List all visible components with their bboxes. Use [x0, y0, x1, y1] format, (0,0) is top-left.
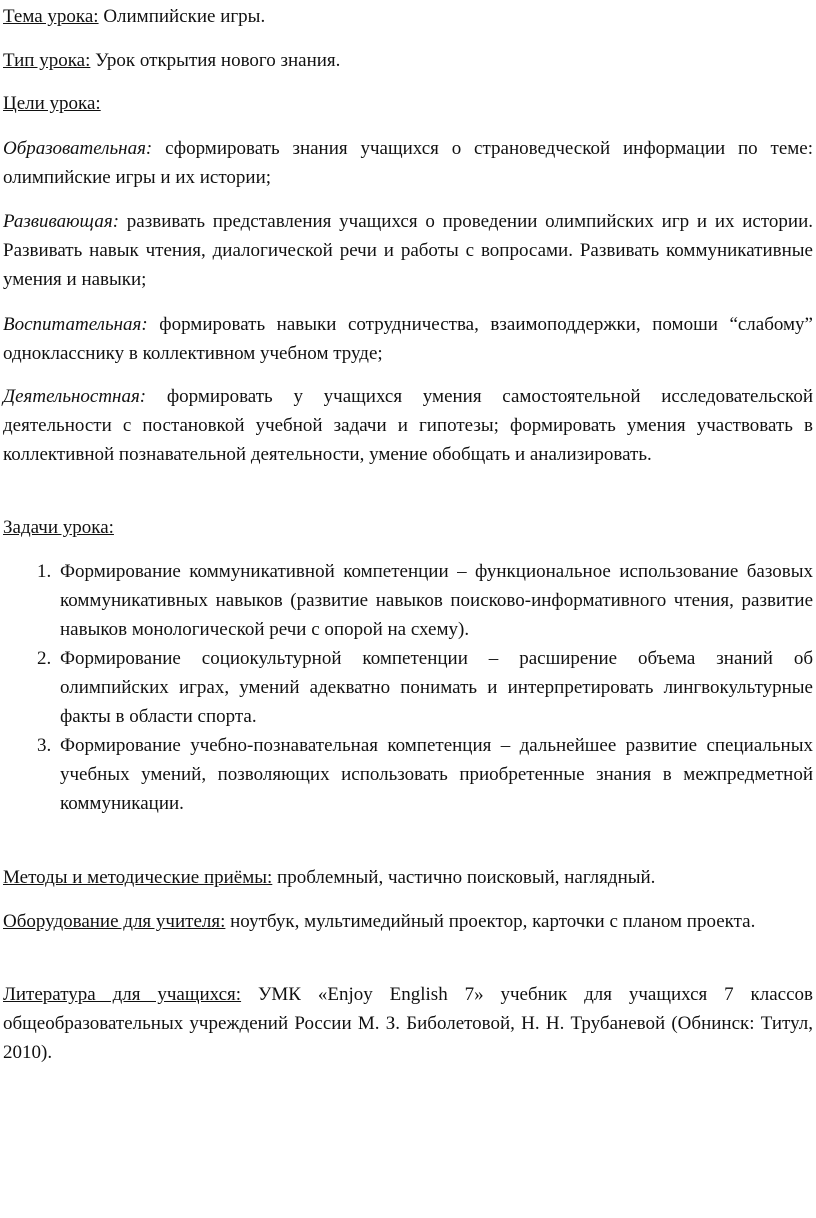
list-item: 2. Формирование социокультурной компетенции – расширение объема знаний об олимпийских играх, умений адекватно понимать и интерпретировать лингвокультурные факты в области спорта. [56, 644, 813, 731]
goal-activity-label: Деятельностная: [3, 386, 147, 407]
lesson-type-value: Урок открытия нового знания. [90, 50, 341, 71]
tasks-list [3, 557, 813, 818]
equipment [3, 907, 813, 936]
goal-activity-text: формировать у учащихся умения самостоятельной исследовательской деятельности с постановкой учебной задачи и гипотезы; формировать умения участвовать в коллективной познавательной деятельности, умение обобщать и анализировать. [3, 386, 813, 465]
lesson-type-label: Тип урока: [3, 50, 91, 71]
literature-label: Литература для учащихся: [3, 984, 242, 1005]
goal-upbringing-text: формировать навыки сотрудничества, взаимоподдержки, помоши “слабому” однокласснику в коллективном учебном труде; [3, 314, 813, 364]
goal-developing [3, 207, 813, 294]
tasks-heading [3, 513, 813, 542]
goal-upbringing-label: Воспитательная: [3, 314, 148, 335]
tasks-heading-text: Задачи урока: [3, 517, 114, 538]
goal-developing-label: Развивающая: [3, 211, 120, 232]
list-item: 1. Формирование коммуникативной компетенции – функциональное использование базовых коммуникативных навыков (развитие навыков поисково-информативного чтения, развитие навыков монологической речи с опорой на схему). [56, 557, 813, 644]
goal-upbringing [3, 310, 813, 368]
goal-activity [3, 382, 813, 469]
list-item: 3. Формирование учебно-познавательная компетенция – дальнейшее развитие специальных учебных умений, позволяющих использовать приобретенные знания в межпредметной коммуникации. [56, 731, 813, 818]
lesson-type [3, 46, 813, 75]
lesson-topic [3, 2, 813, 31]
methods [3, 863, 813, 892]
methods-value: проблемный, частично поисковый, наглядный. [272, 867, 656, 888]
literature [3, 980, 813, 1067]
lesson-topic-label: Тема урока: [3, 6, 99, 27]
methods-label: Методы и методические приёмы: [3, 867, 273, 888]
goals-heading-text: Цели урока: [3, 93, 101, 114]
literature-value: УМК «Enjoy English 7» учебник для учащихся 7 классов общеобразовательных учреждений России М. З. Биболетовой, Н. Н. Трубаневой (Обнинск: Титул, 2010). [3, 984, 814, 1063]
goal-educational-label: Образовательная: [3, 138, 153, 159]
goal-developing-text: развивать представления учащихся о проведении олимпийских игр и их истории. Развивать навык чтения, диалогической речи и работы с вопросами. Развивать коммуникативные умения и навыки; [3, 211, 813, 290]
goal-educational-text: сформировать знания учащихся о страноведческой информации по теме: олимпийские игры и их истории; [3, 138, 813, 188]
goals-heading [3, 89, 813, 118]
goal-educational [3, 134, 813, 192]
equipment-value: ноутбук, мультимедийный проектор, карточки с планом проекта. [225, 911, 756, 932]
lesson-topic-value: Олимпийские игры. [98, 6, 266, 27]
equipment-label: Оборудование для учителя: [3, 911, 226, 932]
